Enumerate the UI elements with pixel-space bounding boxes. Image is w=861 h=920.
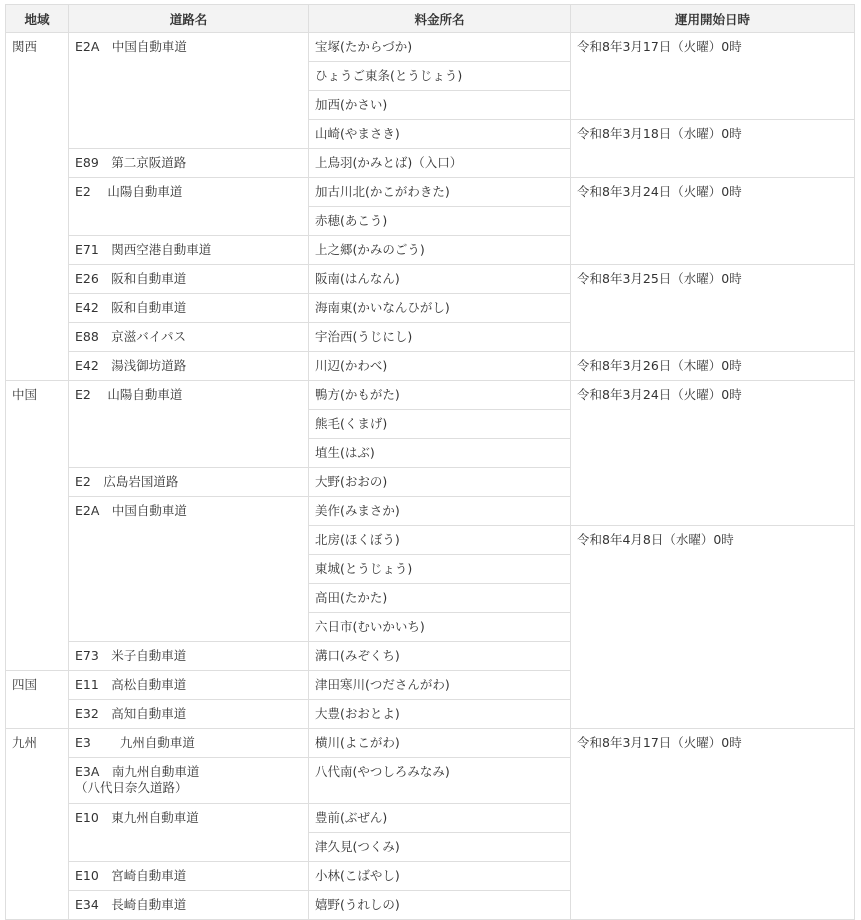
- road-cell: [69, 294, 309, 323]
- header-start-datetime: 運用開始日時: [571, 5, 855, 33]
- tollgate-cell: 宝塚(たからづか): [309, 33, 571, 62]
- road-name: E2A 中国自動車道: [75, 39, 187, 54]
- table-body: [6, 33, 855, 920]
- tollgate-cell: 海南東(かいなんひがし): [309, 294, 571, 323]
- tollgate-cell: 津田寒川(つださんがわ): [309, 671, 571, 700]
- tollgate-cell: 上鳥羽(かみとば)（入口）: [309, 149, 571, 178]
- tollgate-cell: ひょうご東条(とうじょう): [309, 62, 571, 91]
- tollgate-cell: 鴨方(かもがた): [309, 381, 571, 410]
- road-name: E10 宮崎自動車道: [75, 868, 187, 883]
- road-cell: [69, 642, 309, 671]
- table-row: [6, 265, 855, 294]
- start-datetime-cell: 令和8年3月24日（火曜）0時: [571, 381, 855, 526]
- toll-schedule-table: [5, 4, 855, 920]
- road-name: E71 関西空港自動車道: [75, 242, 212, 257]
- road-cell: [69, 891, 309, 920]
- road-name: E73 米子自動車道: [75, 648, 187, 663]
- road-cell: [69, 352, 309, 381]
- start-datetime-cell: 令和8年3月18日（水曜）0時: [571, 120, 855, 178]
- road-name: E89 第二京阪道路: [75, 155, 187, 170]
- road-name: E32 高知自動車道: [75, 706, 187, 721]
- tollgate-cell: 加古川北(かこがわきた): [309, 178, 571, 207]
- tollgate-cell: 熊毛(くまげ): [309, 410, 571, 439]
- header-region: 地域: [6, 5, 69, 33]
- tollgate-cell: 高田(たかた): [309, 584, 571, 613]
- region-cell: 関西: [6, 33, 69, 381]
- road-cell: [69, 758, 309, 804]
- road-name: E88 京滋バイパス: [75, 329, 187, 344]
- road-cell: [69, 862, 309, 891]
- table-row: [6, 352, 855, 381]
- road-name: E10 東九州自動車道: [75, 810, 199, 825]
- tollgate-cell: 宇治西(うじにし): [309, 323, 571, 352]
- tollgate-cell: 埴生(はぶ): [309, 439, 571, 468]
- table-row: [6, 381, 855, 410]
- start-datetime-cell: 令和8年3月17日（火曜）0時: [571, 33, 855, 120]
- tollgate-cell: 小林(こばやし): [309, 862, 571, 891]
- road-cell: [69, 265, 309, 294]
- tollgate-cell: 津久見(つくみ): [309, 833, 571, 862]
- road-name: E2 広島岩国道路: [75, 474, 179, 489]
- tollgate-cell: 大野(おおの): [309, 468, 571, 497]
- tollgate-cell: 川辺(かわべ): [309, 352, 571, 381]
- start-datetime-cell: 令和8年3月17日（火曜）0時: [571, 729, 855, 920]
- start-datetime-cell: 令和8年3月24日（火曜）0時: [571, 178, 855, 265]
- road-name: E2 山陽自動車道: [75, 184, 183, 199]
- start-datetime-cell: 令和8年3月26日（木曜）0時: [571, 352, 855, 381]
- table-row: [6, 33, 855, 62]
- tollgate-cell: 上之郷(かみのごう): [309, 236, 571, 265]
- road-name: E2A 中国自動車道: [75, 503, 187, 518]
- road-name: E11 高松自動車道: [75, 677, 187, 692]
- tollgate-cell: 加西(かさい): [309, 91, 571, 120]
- tollgate-cell: 八代南(やつしろみなみ): [309, 758, 571, 804]
- tollgate-cell: 横川(よこがわ): [309, 729, 571, 758]
- road-cell: [69, 381, 309, 468]
- tollgate-cell: 溝口(みぞくち): [309, 642, 571, 671]
- road-cell: [69, 468, 309, 497]
- road-name: E34 長崎自動車道: [75, 897, 187, 912]
- road-name: E42 阪和自動車道: [75, 300, 187, 315]
- tollgate-cell: 美作(みまさか): [309, 497, 571, 526]
- tollgate-cell: 嬉野(うれしの): [309, 891, 571, 920]
- tollgate-cell: 豊前(ぶぜん): [309, 804, 571, 833]
- road-name-note: （八代日奈久道路）: [75, 780, 188, 795]
- region-cell: 四国: [6, 671, 69, 729]
- tollgate-cell: 六日市(むいかいち): [309, 613, 571, 642]
- road-cell: [69, 236, 309, 265]
- road-cell: [69, 700, 309, 729]
- region-cell: 九州: [6, 729, 69, 920]
- table-row: [6, 178, 855, 207]
- road-cell: [69, 804, 309, 862]
- header-road: 道路名: [69, 5, 309, 33]
- road-name: E3 九州自動車道: [75, 735, 195, 750]
- road-cell: [69, 33, 309, 149]
- road-cell: [69, 729, 309, 758]
- tollgate-cell: 赤穂(あこう): [309, 207, 571, 236]
- header-tollgate: 料金所名: [309, 5, 571, 33]
- road-name: E42 湯浅御坊道路: [75, 358, 187, 373]
- start-datetime-cell: 令和8年4月8日（水曜）0時: [571, 526, 855, 729]
- header-row: [6, 5, 855, 33]
- tollgate-cell: 北房(ほくぼう): [309, 526, 571, 555]
- road-cell: [69, 178, 309, 236]
- tollgate-cell: 東城(とうじょう): [309, 555, 571, 584]
- table-row: [6, 729, 855, 758]
- road-cell: [69, 671, 309, 700]
- region-cell: 中国: [6, 381, 69, 671]
- tollgate-cell: 大豊(おおとよ): [309, 700, 571, 729]
- start-datetime-cell: 令和8年3月25日（水曜）0時: [571, 265, 855, 352]
- road-name: E2 山陽自動車道: [75, 387, 183, 402]
- road-name: E3A 南九州自動車道: [75, 764, 200, 779]
- road-cell: [69, 497, 309, 642]
- road-cell: [69, 149, 309, 178]
- road-name: E26 阪和自動車道: [75, 271, 187, 286]
- tollgate-cell: 山崎(やまさき): [309, 120, 571, 149]
- tollgate-cell: 阪南(はんなん): [309, 265, 571, 294]
- road-cell: [69, 323, 309, 352]
